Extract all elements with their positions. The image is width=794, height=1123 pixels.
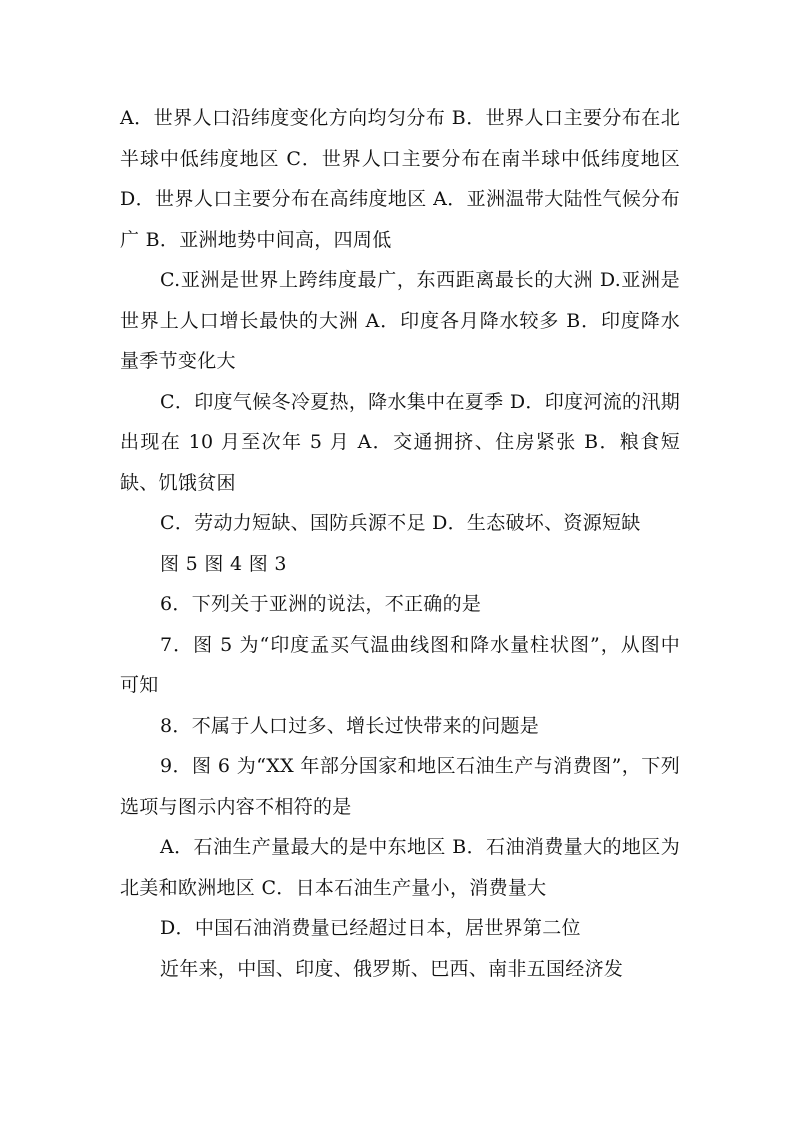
paragraph-2: C.亚洲是世界上跨纬度最广，东西距离最长的大洲 D.亚洲是世界上人口增长最快的大洲 A．印度各月降水较多 B．印度降水量季节变化大 (120, 269, 680, 372)
paragraph-8: 8．不属于人口过多、增长过快带来的问题是 (160, 714, 540, 737)
paragraph-12: 近年来，中国、印度、俄罗斯、巴西、南非五国经济发 (160, 957, 624, 980)
paragraph-10: A．石油生产量最大的是中东地区 B．石油消费量大的地区为北美和欧洲地区 C．日本石油生产量小，消费量大 (120, 836, 680, 899)
paragraph-4: C．劳动力短缺、国防兵源不足 D．生态破坏、资源短缺 (160, 512, 641, 534)
paragraph-1: A．世界人口沿纬度变化方向均匀分布 B．世界人口主要分布在北半球中低纬度地区 C．世界人口主要分布在南半球中低纬度地区 D．世界人口主要分布在高纬度地区 A．亚洲温带大陆性气候分布广 B．亚洲地势中间高，四周低 (120, 107, 680, 251)
paragraph-3: C．印度气候冬冷夏热，降水集中在夏季 D．印度河流的汛期出现在 10 月至次年 5 月 A．交通拥挤、住房紧张 B．粮食短缺、饥饿贫困 (120, 390, 680, 494)
paragraph-11: D．中国石油消费量已经超过日本，居世界第二位 (160, 917, 581, 939)
paragraph-7: 7．图 5 为“印度孟买气温曲线图和降水量柱状图”，从图中可知 (120, 633, 680, 696)
document-body (120, 98, 680, 989)
paragraph-9: 9．图 6 为“XX 年部分国家和地区石油生产与消费图”，下列选项与图示内容不相符的是 (120, 755, 680, 818)
paragraph-5: 图 5 图 4 图 3 (160, 552, 287, 575)
paragraph-6: 6．下列关于亚洲的说法，不正确的是 (160, 593, 482, 615)
